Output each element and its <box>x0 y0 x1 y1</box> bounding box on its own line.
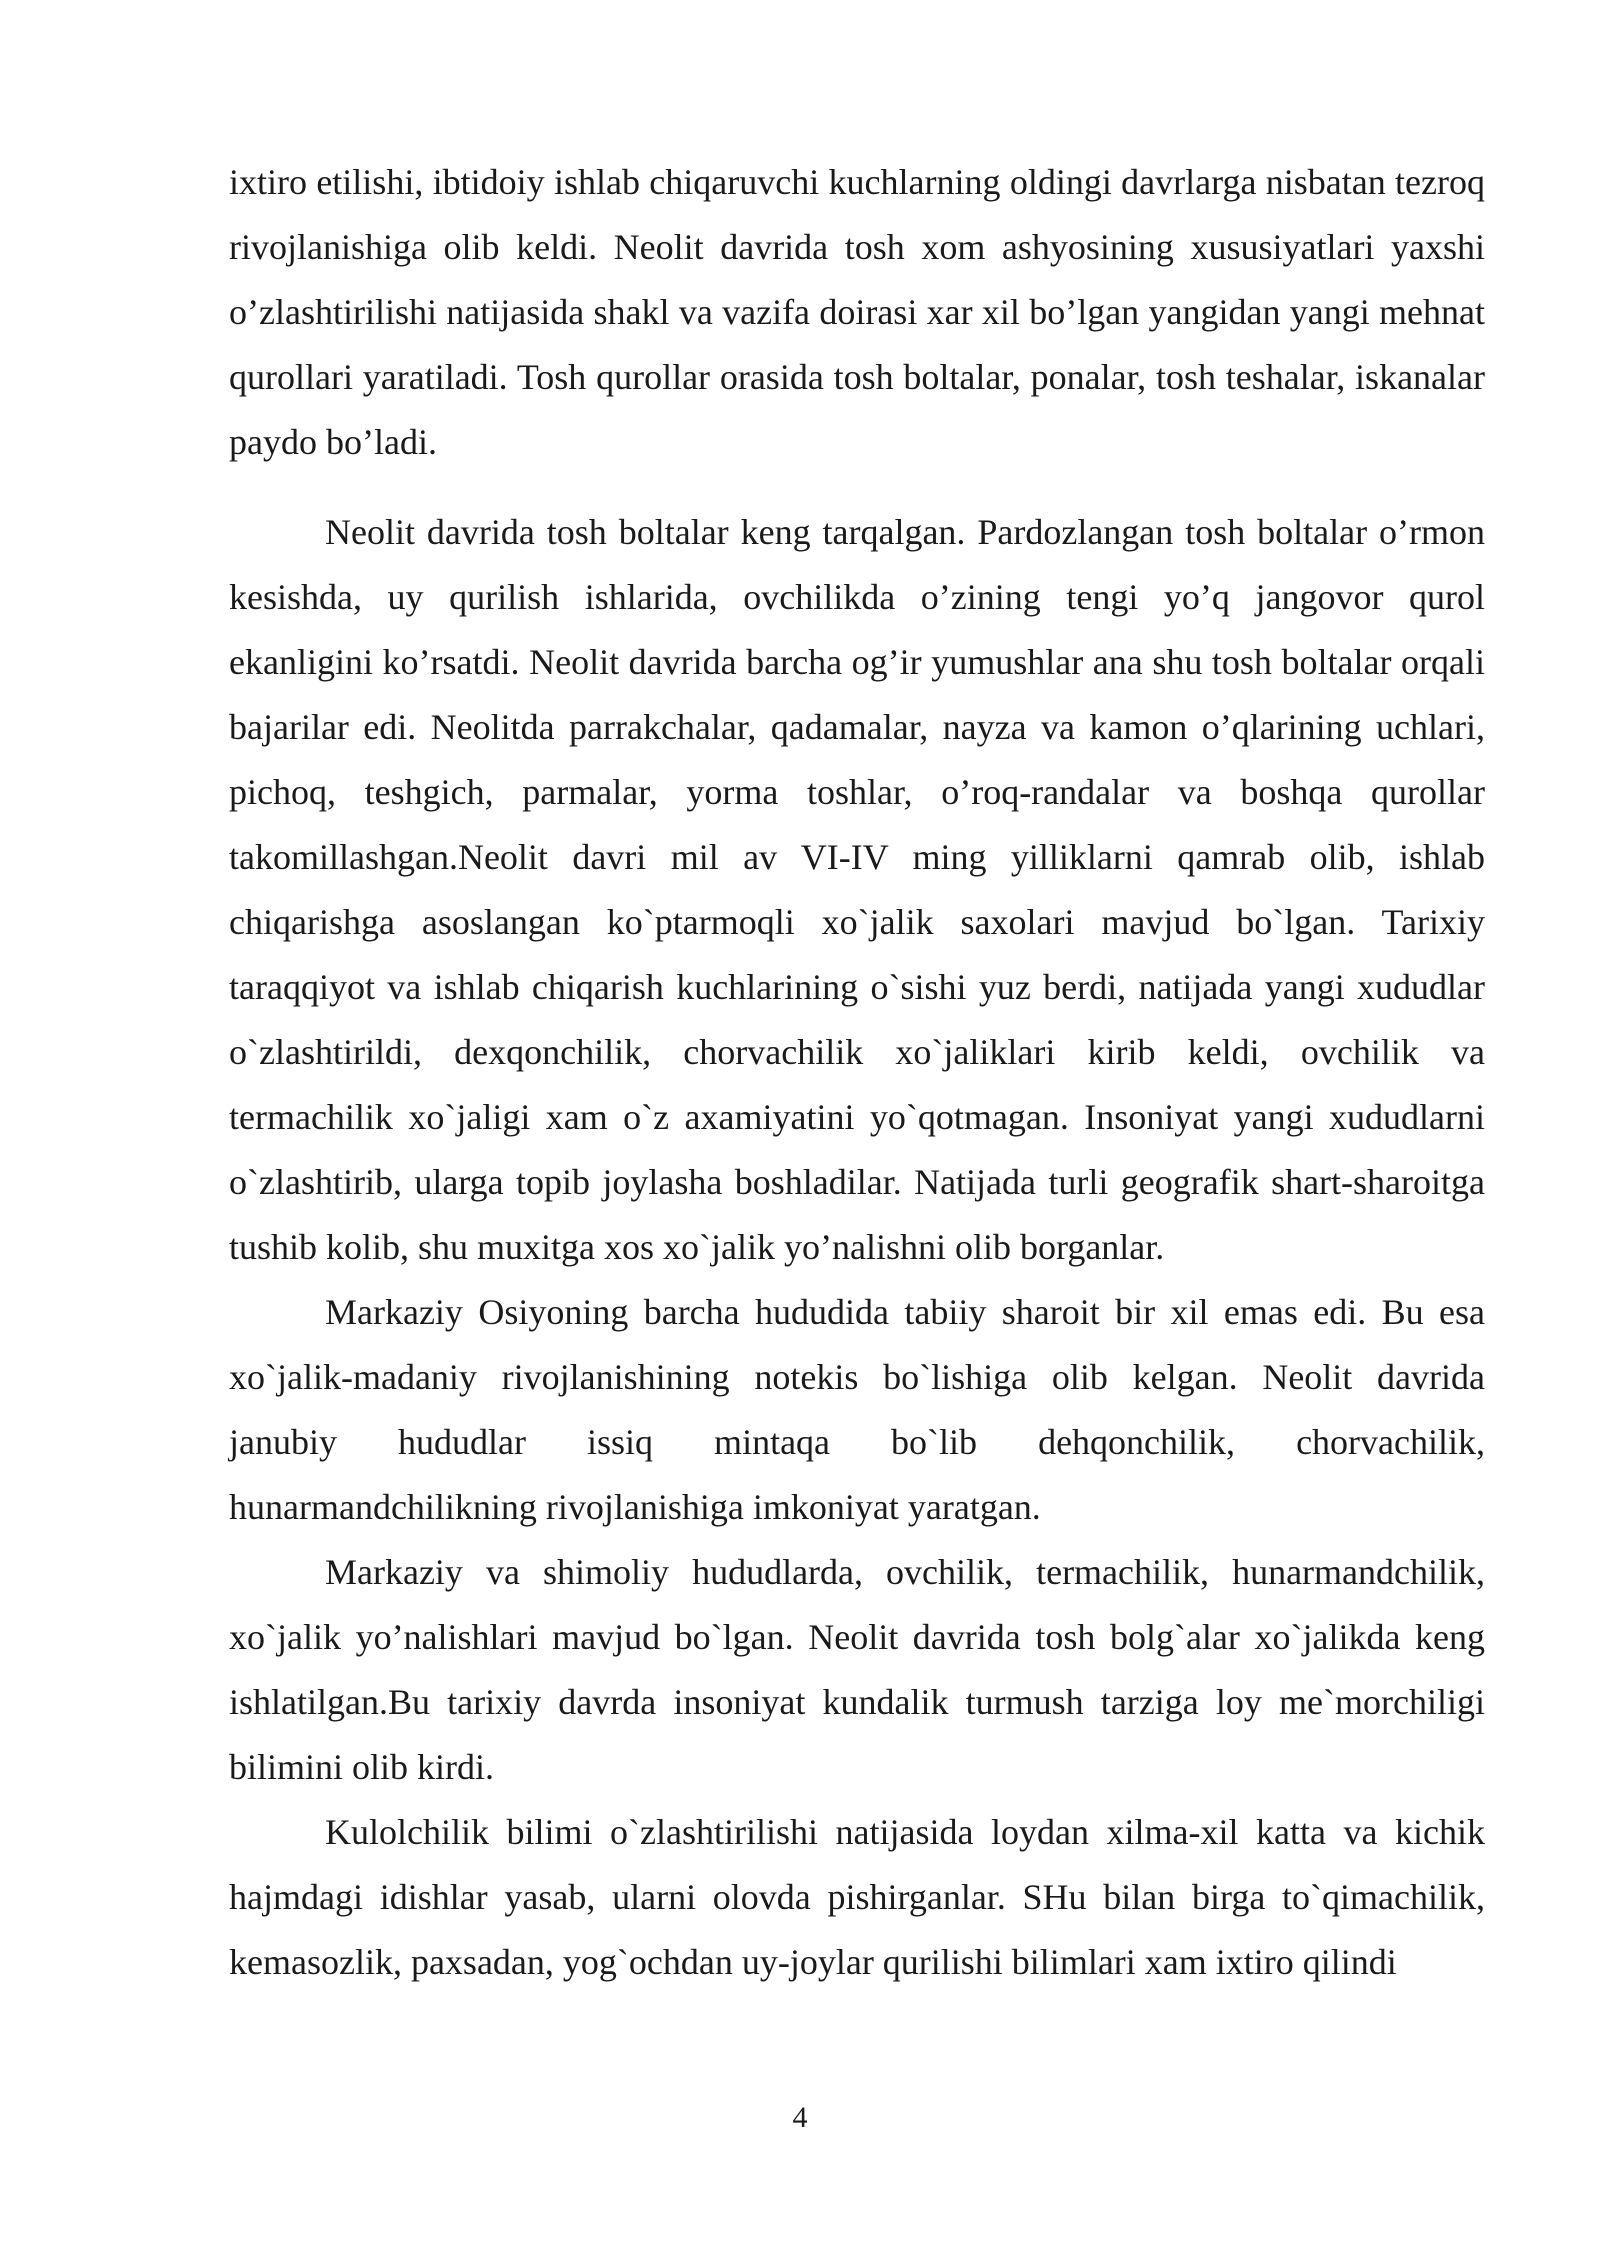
paragraph-3: Markaziy Osiyoning barcha hududida tabiiy sharoit bir xil emas edi. Bu esa xo`jalik-madaniy rivojlanishining notekis bo`lishiga olib kelgan. Neolit davrida janubiy hududlar issiq mintaqa bo`lib dehqonchilik, chorvachilik, hunarmandchilikning rivojlanishiga imkoniyat yaratgan. <box>229 1292 1485 1527</box>
paragraph-1: ixtiro etilishi, ibtidoiy ishlab chiqaruvchi kuchlarning oldingi davrlarga nisbatan tezroq rivojlanishiga olib keldi. Neolit davrida tosh xom ashyosining xususiyatlari yaxshi o’zlashtirilishi natijasida shakl va vazifa doirasi xar xil bo’lgan yangidan yangi mehnat qurollari yaratiladi. Tosh qurollar orasida tosh boltalar, ponalar, tosh teshalar, iskanalar paydo bo’ladi. <box>229 162 1485 462</box>
page-number: 4 <box>792 2101 808 2134</box>
paragraph-4: Markaziy va shimoliy hududlarda, ovchilik, termachilik, hunarmandchilik, xo`jalik yo’nalishlari mavjud bo`lgan. Neolit davrida tosh bolg`alar xo`jalikda keng ishlatilgan.Bu tarixiy davrda insoniyat kundalik turmush tarziga loy me`morchiligi bilimini olib kirdi. <box>229 1552 1485 1787</box>
paragraph-5: Kulolchilik bilimi o`zlashtirilishi natijasida loydan xilma-xil katta va kichik hajmdagi idishlar yasab, ularni olovda pishirganlar. SHu bilan birga to`qimachilik, kemasozlik, paxsadan, yog`ochdan uy-joylar qurilishi bilimlari xam ixtiro qilindi <box>229 1812 1485 1982</box>
paragraph-2: Neolit davrida tosh boltalar keng tarqalgan. Pardozlangan tosh boltalar o’rmon kesishda, uy qurilish ishlarida, ovchilikda o’zining tengi yo’q jangovor qurol ekanligini ko’rsatdi. Neolit davrida barcha og’ir yumushlar ana shu tosh boltalar orqali bajarilar edi. Neolitda parrakchalar, qadamalar, nayza va kamon o’qlarining uchlari, pichoq, teshgich, parmalar, yorma toshlar, o’roq-randalar va boshqa qurollar takomillashgan.Neolit davri mil av VI-IV ming yilliklarni qamrab olib, ishlab chiqarishga asoslangan ko`ptarmoqli xo`jalik saxolari mavjud bo`lgan. Tarixiy taraqqiyot va ishlab chiqarish kuchlarining o`sishi yuz berdi, natijada yangi xududlar o`zlashtirildi, dexqonchilik, chorvachilik xo`jaliklari kirib keldi, ovchilik va termachilik xo`jaligi xam o`z axamiyatini yo`qotmagan. Insoniyat yangi xududlarni o`zlashtirib, ularga topib joylasha boshladilar. Natijada turli geografik shart-sharoitga tushib kolib, shu muxitga xos xo`jalik yo’nalishni olib borganlar. <box>229 512 1485 1267</box>
body-text <box>229 150 1485 1995</box>
